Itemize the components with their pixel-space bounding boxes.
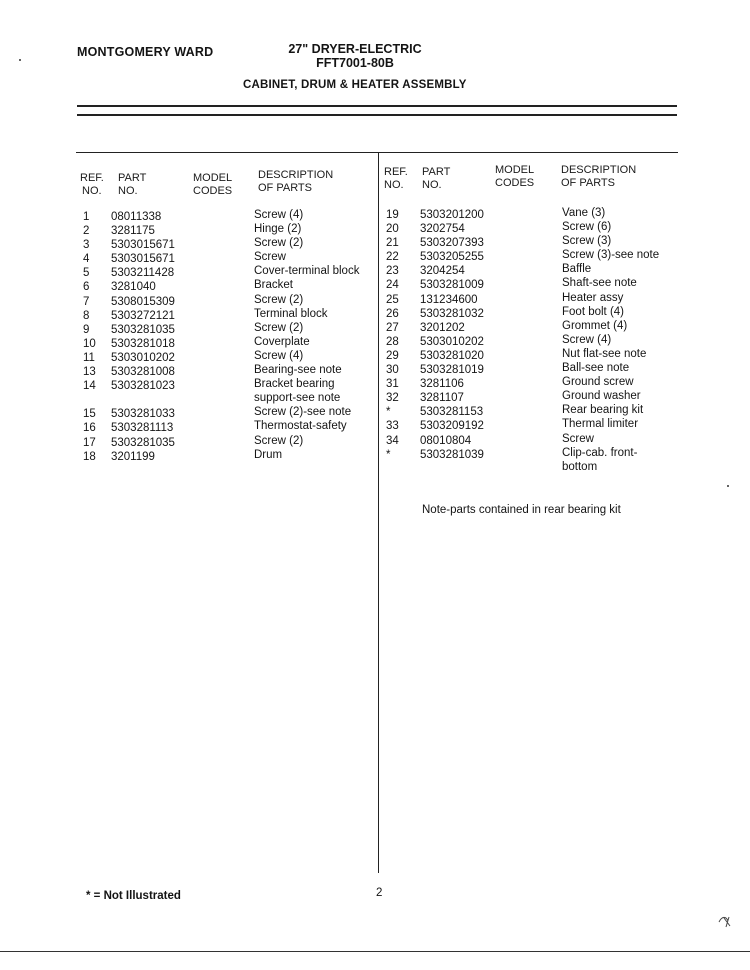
right-part-column	[420, 208, 540, 476]
right_table-desc-cell: Rear bearing kit	[562, 404, 644, 417]
right_table-ref-cell: 30	[386, 364, 399, 377]
right_table-ref-cell: 26	[386, 307, 399, 320]
right_table-desc-cell: Screw (6)	[562, 221, 612, 234]
right_table-part-cell: 3201202	[420, 321, 465, 334]
right_table-part-cell: 5303281032	[420, 307, 484, 320]
right_table-ref-cell	[386, 462, 416, 476]
left_table-part-cell: 5303281023	[111, 380, 175, 393]
right_table-part-cell: 08010804	[420, 434, 472, 447]
right-model-header: MODEL CODES	[495, 164, 535, 189]
left-desc-column	[254, 208, 376, 462]
left_table-desc-cell: support-see note	[254, 392, 341, 405]
left_table-desc-cell: Screw (2)	[254, 434, 304, 447]
left_table-part-cell: 3281175	[111, 225, 155, 238]
right-part-header: PART NO.	[422, 166, 451, 191]
left_table-ref-cell: 17	[83, 436, 96, 449]
left_table-ref-cell: 16	[83, 422, 96, 435]
right_table-ref-cell: 29	[386, 349, 399, 362]
left_table-part-cell: 5303281035	[111, 323, 175, 336]
right_table-part-cell: 5303201200	[420, 209, 484, 221]
left_table-part-cell: 5308015309	[111, 295, 175, 308]
left-ref-header: REF. NO.	[80, 172, 104, 197]
left_table-desc-cell: Screw (2)	[254, 321, 304, 334]
left-part-header: PART NO.	[118, 172, 147, 197]
right_table-ref-cell: 21	[386, 237, 399, 250]
left_table-part-cell: 5303272121	[111, 309, 175, 322]
right_table-part-cell: 131234600	[420, 293, 478, 306]
right_table-part-cell: 3204254	[420, 265, 465, 278]
left_table-ref-cell: 13	[83, 366, 96, 379]
right_table-desc-cell: Heater assy	[562, 291, 624, 304]
right_table-desc-cell: Ground washer	[562, 390, 641, 403]
left_table-ref-cell: 4	[83, 253, 90, 266]
right_table-desc-cell: Ball-see note	[562, 362, 630, 375]
right_table-ref-cell: 31	[386, 378, 399, 391]
header-rule	[77, 105, 677, 107]
left_table-desc-cell: Thermostat-safety	[254, 420, 347, 433]
right_table-ref-cell: 24	[386, 279, 399, 292]
left_table-ref-cell: 14	[83, 380, 96, 393]
right_table-ref-cell: 22	[386, 251, 399, 264]
right_table-part-cell: 5303281009	[420, 279, 484, 292]
right_table-ref-cell: *	[386, 406, 391, 419]
right_table-ref-cell: 25	[386, 293, 399, 306]
left_table-desc-cell: Bracket bearing	[254, 378, 335, 391]
left_table-ref-cell: 11	[83, 351, 95, 364]
left_table-desc-cell: Screw (4)	[254, 349, 304, 362]
left_table-ref-cell: 3	[83, 239, 90, 252]
left_table-desc-cell: Hinge (2)	[254, 223, 302, 236]
left_table-desc-cell: Bracket	[254, 279, 293, 292]
kit-note: Note-parts contained in rear bearing kit	[422, 504, 621, 516]
not-illustrated-footnote: * = Not Illustrated	[86, 890, 181, 902]
right_table-part-cell: 5303281019	[420, 364, 484, 377]
right_table-part-cell: 5303010202	[420, 335, 484, 348]
left_table-part-cell: 5303010202	[111, 351, 175, 364]
right_table-ref-cell: 23	[386, 265, 399, 278]
right_table-desc-cell: Thermal limiter	[562, 418, 639, 431]
right_table-desc-cell: Clip-cab. front-	[562, 446, 638, 459]
left-model-header: MODEL CODES	[193, 172, 233, 197]
left_table-part-cell: 08011338	[111, 211, 162, 223]
right-ref-column	[386, 208, 416, 476]
right_table-ref-cell: 28	[386, 335, 399, 348]
left_table-ref-cell: 18	[83, 450, 96, 463]
section-subtitle: CABINET, DRUM & HEATER ASSEMBLY	[243, 79, 467, 91]
left_table-desc-cell: Bearing-see note	[254, 364, 342, 377]
left_table-ref-cell: 2	[83, 225, 90, 238]
right_table-desc-cell: Baffle	[562, 263, 592, 276]
right_table-ref-cell: 32	[386, 392, 399, 405]
left_table-part-cell: 5303281008	[111, 366, 175, 379]
right_table-part-cell: 5303281039	[420, 448, 484, 461]
table-top-rule	[76, 152, 678, 153]
title-line-1: 27" DRYER-ELECTRIC	[288, 42, 422, 56]
page-number: 2	[376, 887, 383, 899]
right_table-desc-cell: Screw (3)	[562, 235, 612, 248]
right_table-part-cell: 3281106	[420, 378, 464, 391]
left_table-part-cell: 5303281018	[111, 337, 175, 350]
scan-speck	[727, 485, 729, 487]
left_table-ref-cell: 10	[83, 337, 96, 350]
left_table-part-cell: 5303211428	[111, 267, 175, 280]
left_table-part-cell: 3281040	[111, 281, 156, 294]
left_table-ref-cell	[83, 393, 111, 407]
left_table-desc-cell: Screw	[254, 251, 286, 264]
left_table-desc-cell: Screw (2)-see note	[254, 406, 352, 419]
right_table-ref-cell: *	[386, 448, 391, 461]
right_table-part-cell: 5303205255	[420, 251, 484, 264]
right_table-desc-cell: Screw (4)	[562, 333, 612, 346]
right_table-ref-cell: 20	[386, 223, 399, 236]
left_table-part-cell: 5303281033	[111, 408, 175, 421]
right_table-part-cell: 3202754	[420, 223, 465, 236]
right_table-ref-cell: 34	[386, 434, 399, 447]
right_table-part-cell: 5303281020	[420, 349, 484, 362]
left_table-desc-cell: Screw (2)	[254, 237, 304, 250]
column-divider	[378, 153, 379, 873]
right_table-part-cell: 3281107	[420, 392, 464, 405]
right_table-desc-cell: Nut flat-see note	[562, 347, 647, 360]
left_table-part-cell	[111, 393, 231, 407]
right_table-ref-cell: 33	[386, 420, 399, 433]
right_table-desc-cell: Shaft-see note	[562, 277, 637, 290]
left_table-desc-cell: Cover-terminal block	[254, 265, 360, 278]
left_table-part-cell: 5303015671	[111, 239, 175, 252]
left_table-desc-cell: Coverplate	[254, 335, 310, 348]
right_table-part-cell: 5303207393	[420, 237, 484, 250]
scan-mark-icon	[716, 912, 736, 930]
left_table-desc-cell: Terminal block	[254, 307, 328, 320]
left_table-part-cell: 5303281113	[111, 422, 174, 435]
right_table-ref-cell: 27	[386, 321, 399, 334]
right_table-desc-cell: Vane (3)	[562, 207, 606, 219]
right_table-part-cell: 5303281153	[420, 406, 484, 419]
left-ref-column	[83, 210, 111, 464]
document-title	[230, 42, 480, 70]
right_table-desc-cell: Screw (3)-see note	[562, 249, 660, 262]
right_table-desc-cell: Foot bolt (4)	[562, 305, 624, 318]
right-desc-header: DESCRIPTION OF PARTS	[561, 164, 637, 189]
left_table-ref-cell: 15	[83, 408, 96, 421]
left-desc-header: DESCRIPTION OF PARTS	[258, 169, 334, 194]
title-line-2: FFT7001-80B	[316, 56, 394, 70]
right_table-desc-cell: bottom	[562, 460, 598, 473]
left_table-part-cell: 3201199	[111, 450, 155, 463]
left_table-ref-cell: 7	[83, 295, 90, 308]
right_table-desc-cell: Grommet (4)	[562, 319, 628, 332]
right_table-part-cell: 5303209192	[420, 420, 484, 433]
right_table-desc-cell: Screw	[562, 432, 594, 445]
left_table-desc-cell: Screw (4)	[254, 209, 304, 221]
right_table-ref-cell: 19	[386, 209, 399, 221]
right-desc-column	[562, 206, 692, 474]
left_table-desc-cell: Screw (2)	[254, 293, 304, 306]
right_table-part-cell	[420, 462, 540, 476]
brand-name: MONTGOMERY WARD	[77, 45, 214, 59]
scan-speck	[19, 59, 21, 61]
left_table-part-cell: 5303281035	[111, 436, 175, 449]
left-part-column	[111, 210, 231, 464]
left_table-ref-cell: 9	[83, 323, 90, 336]
left_table-ref-cell: 5	[83, 267, 90, 280]
left_table-ref-cell: 6	[83, 281, 90, 294]
page-bottom-rule	[0, 951, 750, 952]
left_table-ref-cell: 1	[83, 211, 90, 223]
left_table-part-cell: 5303015671	[111, 253, 175, 266]
right-ref-header: REF. NO.	[384, 166, 408, 191]
left_table-ref-cell: 8	[83, 309, 90, 322]
right_table-desc-cell: Ground screw	[562, 376, 634, 389]
left_table-desc-cell: Drum	[254, 448, 283, 461]
header-rule-double	[77, 114, 677, 116]
